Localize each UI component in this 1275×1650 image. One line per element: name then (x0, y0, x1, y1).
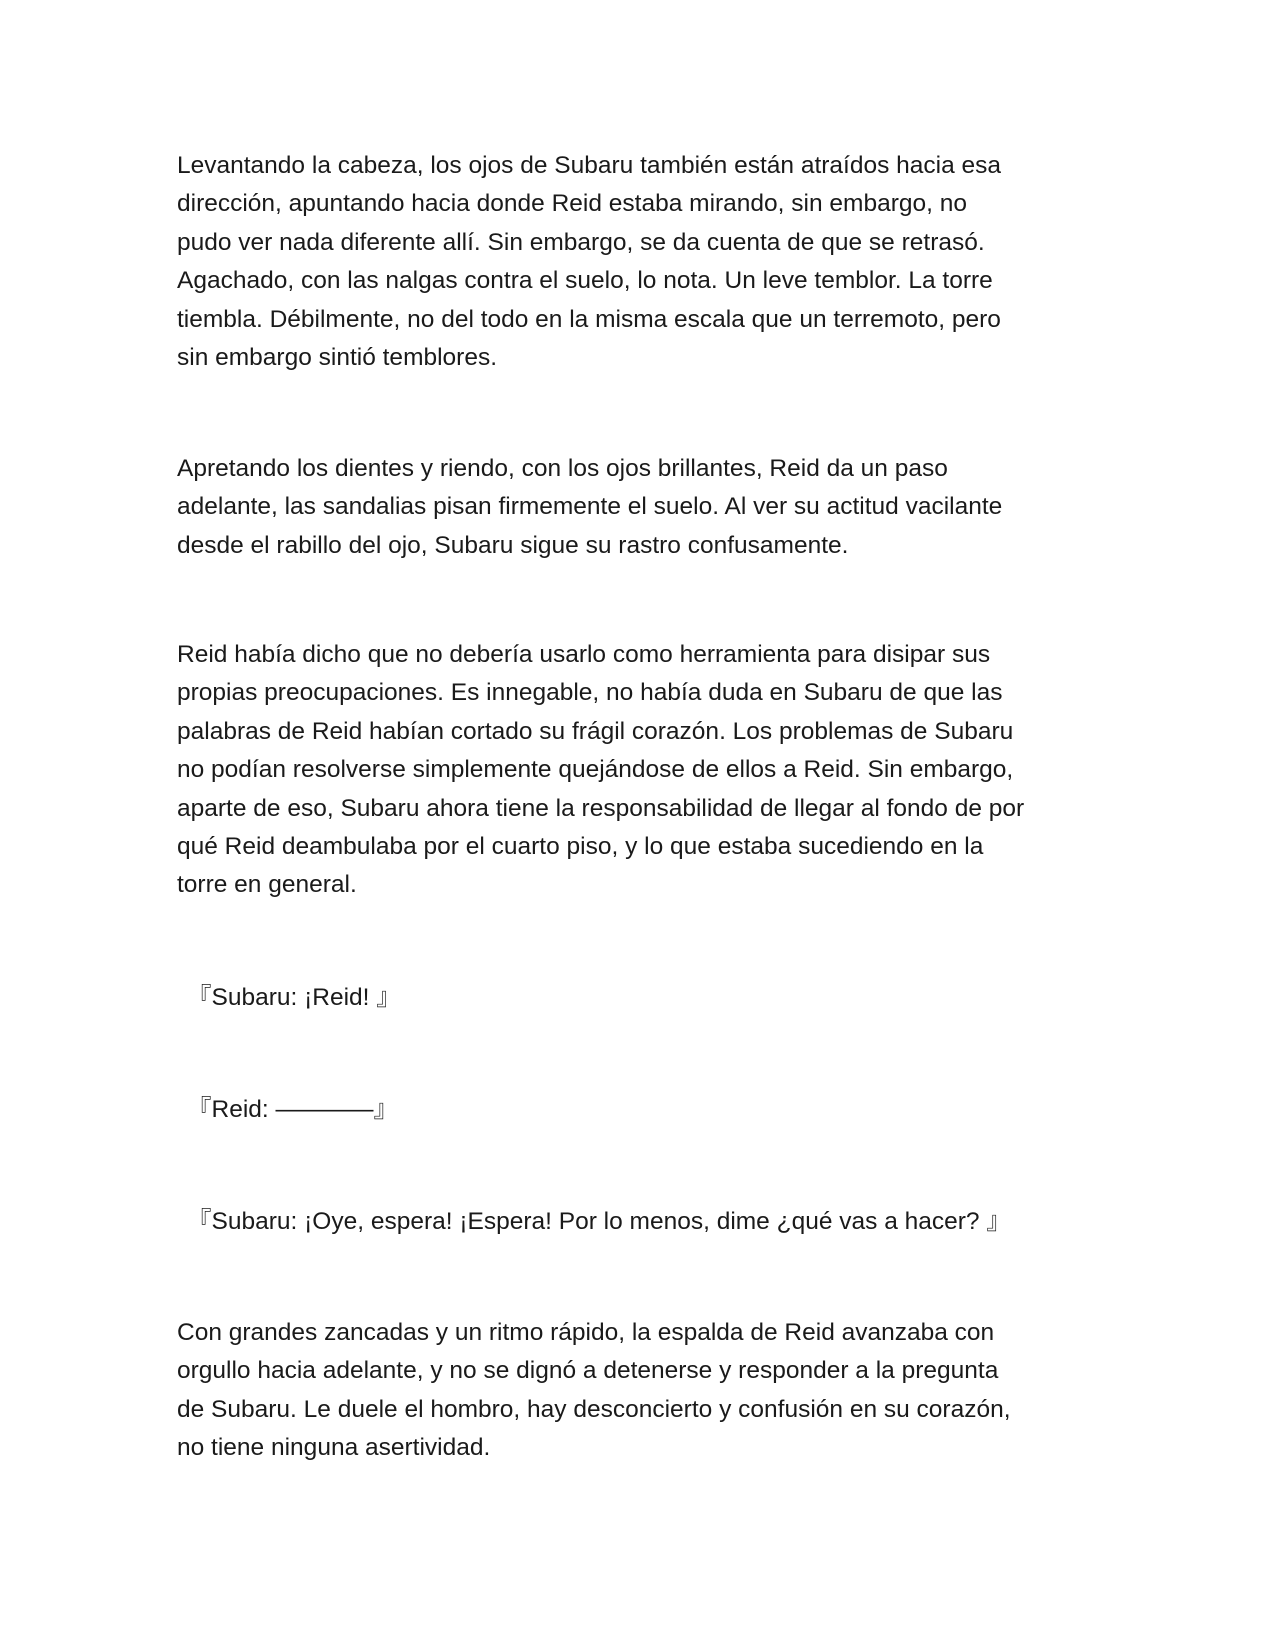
paragraph-reid-words: Reid había dicho que no debería usarlo como herramienta para disipar sus propias preocupaciones. Es innegable, no había duda en Subaru de que las palabras de Reid habían cortado su frágil corazón. Los problemas de Subaru no podían resolverse simplemente quejándose de ellos a Reid. Sin embargo, aparte de eso, Subaru ahora tiene la responsabilidad de llegar al fondo de por qué Reid deambulaba por el cuarto piso, y lo que estaba sucediendo en la torre en general. (177, 641, 1025, 899)
dialogue-line-subaru-wait: 『Subaru: ¡Oye, espera! ¡Espera! Por lo menos, dime ¿qué vas a hacer? 』 (187, 1208, 1011, 1235)
paragraph-reid-steps-forward: Apretando los dientes y riendo, con los ojos brillantes, Reid da un paso adelante, las sandalias pisan firmemente el suelo. Al ver su actitud vacilante desde el rabillo del ojo, Subaru sigue su rastro confusamente. (177, 455, 1003, 559)
dialogue-line-subaru-reid: 『Subaru: ¡Reid! 』 (187, 984, 401, 1011)
paragraph-tower-tremor: Levantando la cabeza, los ojos de Subaru también están atraídos hacia esa dirección, apuntando hacia donde Reid estaba mirando, sin embargo, no pudo ver nada diferente allí. Sin embargo, se da cuenta de que se retrasó. Agachado, con las nalgas contra el suelo, lo nota. Un leve temblor. La torre tiembla. Débilmente, no del todo en la misma escala que un terremoto, pero sin embargo sintió temblores. (177, 152, 1002, 372)
dialogue-line-reid: 『Reid: ————』 (187, 1096, 399, 1123)
paragraph-reid-walks-away: Con grandes zancadas y un ritmo rápido, la espalda de Reid avanzaba con orgullo hacia adelante, y no se dignó a detenerse y responder a la pregunta de Subaru. Le duele el hombro, hay desconcierto y confusión en su corazón, no tiene ninguna asertividad. (177, 1319, 1011, 1462)
